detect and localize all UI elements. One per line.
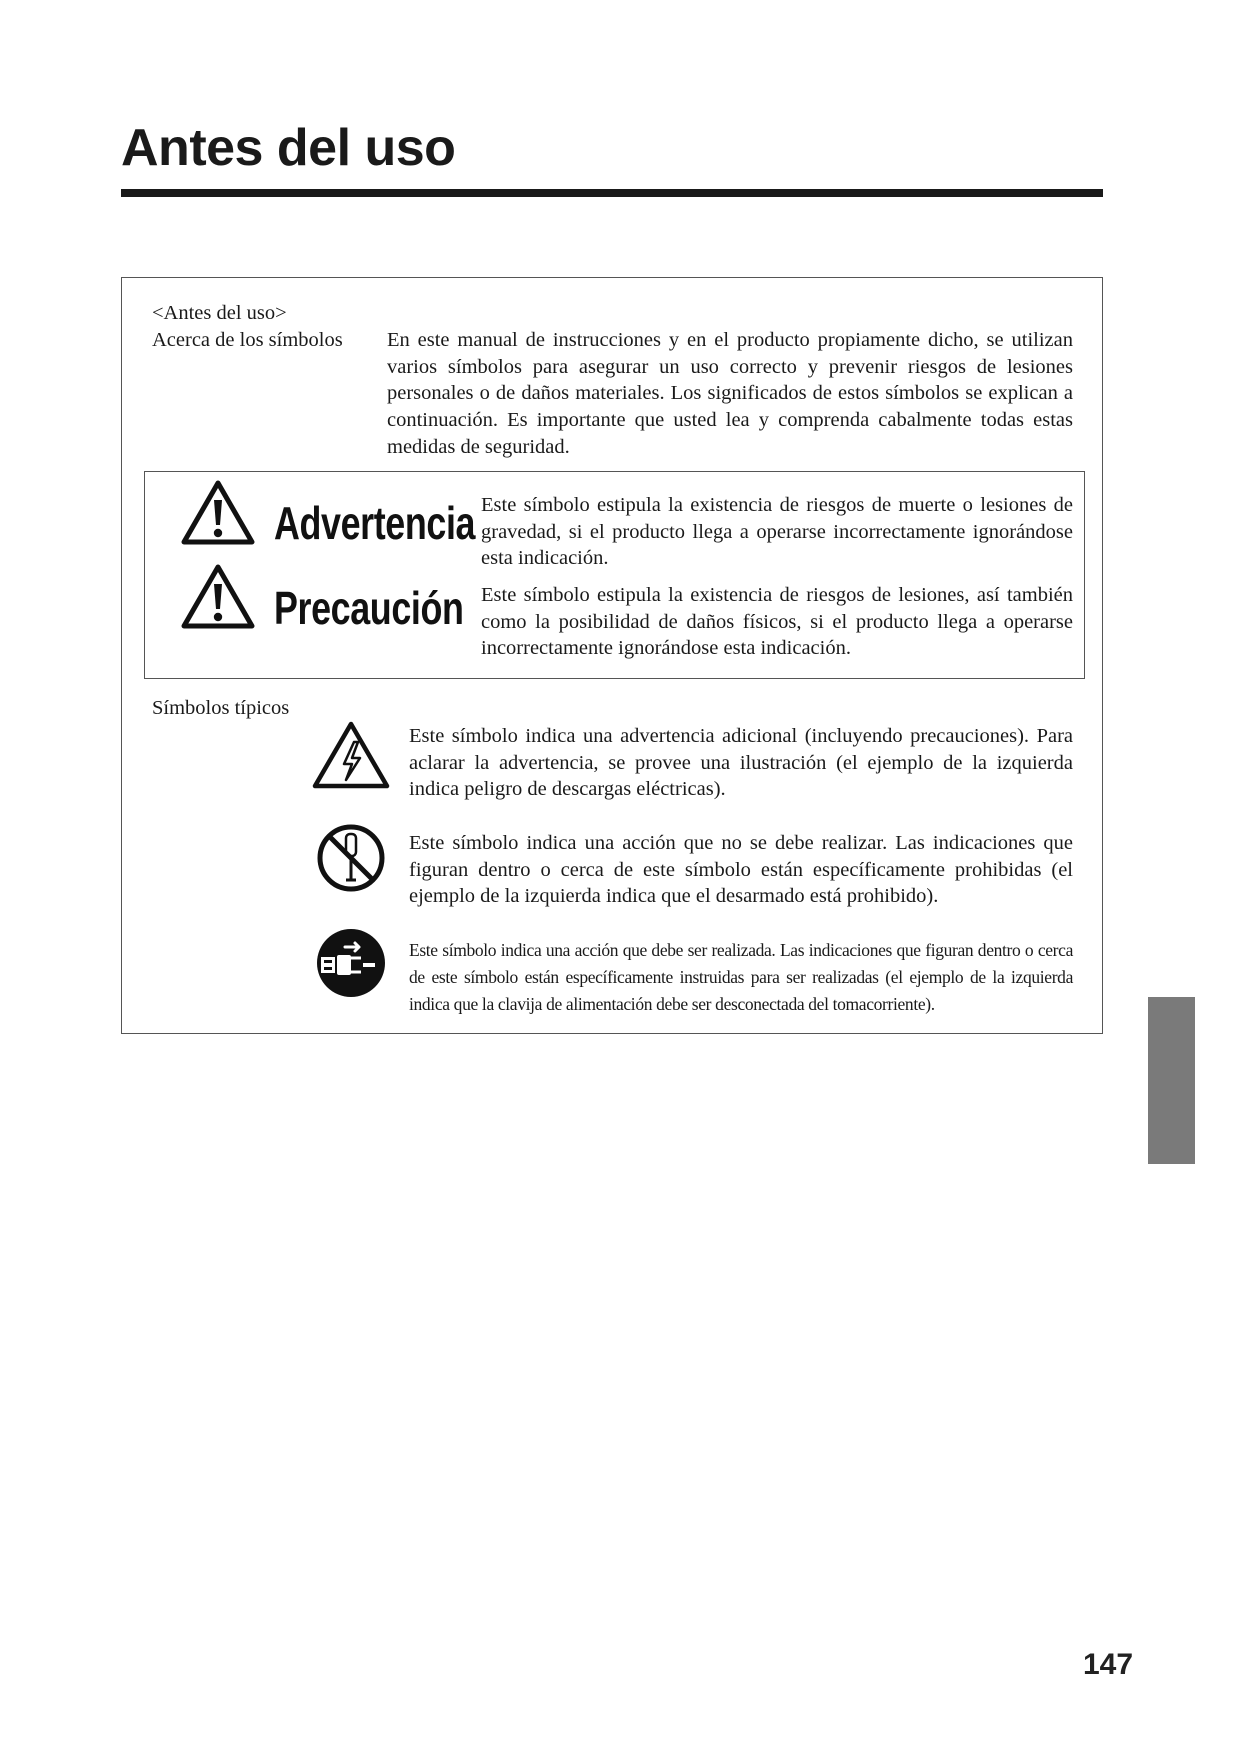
about-symbols-label: Acerca de los símbolos <box>152 329 343 351</box>
typical-symbols-label: Símbolos típicos <box>152 697 290 719</box>
electric-shock-description: Este símbolo indica una advertencia adicional (incluyendo precauciones). Para aclarar la advertencia, se provee una ilustración (el ejemplo de la izquierda indica peligro de descargas eléctricas). <box>409 725 1073 801</box>
electric-shock-warning-icon <box>311 720 391 790</box>
page-title: Antes del uso <box>121 119 456 177</box>
no-disassembly-icon <box>315 822 387 894</box>
title-rule <box>121 189 1103 197</box>
advertencia-description: Este símbolo estipula la existencia de riesgos de muerte o lesiones de gravedad, si el producto llega a operarse incorrectamente ignorándose esta indicación. <box>481 494 1073 570</box>
unplug-power-icon <box>315 927 387 999</box>
warning-triangle-icon <box>180 478 256 546</box>
section-side-tab <box>1148 997 1195 1164</box>
page-number: 147 <box>1083 1648 1134 1681</box>
precaucion-description: Este símbolo estipula la existencia de riesgos de lesiones, así también como la posibilidad de daños físicos, si el producto llega a operarse incorrectamente ignorándose esta indicación. <box>481 584 1073 660</box>
signal-word-advertencia: Advertencia <box>274 497 476 549</box>
warning-triangle-icon <box>180 562 256 630</box>
intro-paragraph: En este manual de instrucciones y en el producto propiamente dicho, se utilizan varios símbolos para asegurar un uso correcto y prevenir riesgos de lesiones personales o de daños materiales. Los significados de estos símbolos se explican a continuación. Es importante que usted lea y comprenda cabalmente todas estas medidas de seguridad. <box>387 329 1073 458</box>
signal-word-precaucion: Precaución <box>274 582 464 634</box>
section-label: <Antes del uso> <box>152 302 287 324</box>
unplug-description: Este símbolo indica una acción que debe ser realizada. Las indicaciones que figuran dentro o cerca de este símbolo están específicamente instruidas para ser realizadas (el ejemplo de la izquierda indica que la clavija de alimentación debe ser desconectada del tomacorriente). <box>409 940 1073 1014</box>
no-disassembly-description: Este símbolo indica una acción que no se debe realizar. Las indicaciones que figuran dentro o cerca de este símbolo están específicamente prohibidas (el ejemplo de la izquierda indica que el desarmado está prohibido). <box>409 832 1073 908</box>
